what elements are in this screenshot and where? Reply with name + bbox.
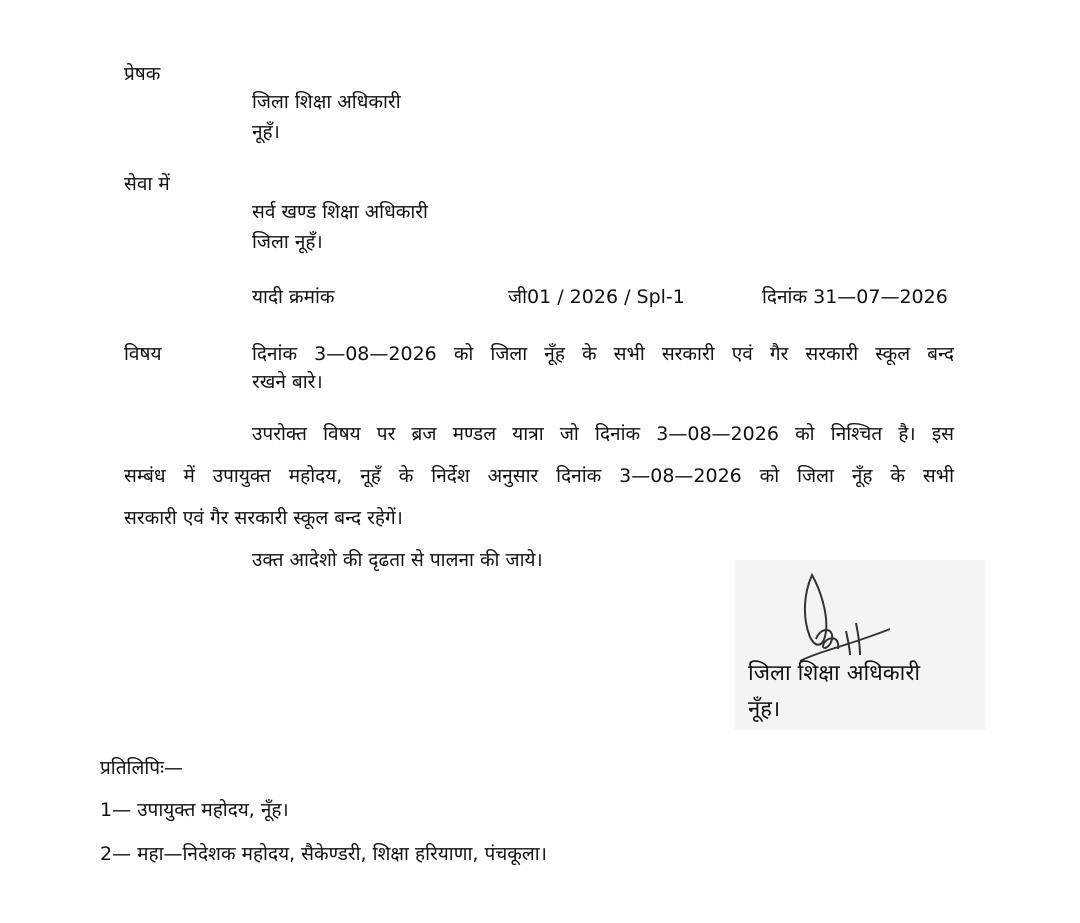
body-paragraph-line-3: सरकारी एवं गैर सरकारी स्कूल बन्द रहेगें। xyxy=(124,507,403,529)
recipient-location: जिला नूहँ। xyxy=(252,231,323,253)
sender-label: प्रेषक xyxy=(124,63,161,85)
subject-label: विषय xyxy=(124,343,162,365)
sender-designation: जिला शिक्षा अधिकारी xyxy=(252,91,401,113)
reference-number: जी01 / 2026 / Spl-1 xyxy=(508,286,685,308)
subject-line-1: दिनांक 3—08—2026 को जिला नूँह के सभी सरकारी एवं गैर सरकारी स्कूल बन्द xyxy=(252,343,954,365)
body-instruction: उक्त आदेशो की दृढता से पालना की जाये। xyxy=(252,549,543,571)
body-paragraph-line-2: सम्बंध में उपायुक्त महोदय, नूहँ के निर्देश अनुसार दिनांक 3—08—2026 को जिला नूँह के सभी xyxy=(124,465,954,487)
reference-label: यादी क्रमांक xyxy=(252,286,335,308)
body-paragraph-line-1: उपरोक्त विषय पर ब्रज मण्डल यात्रा जो दिनांक 3—08—2026 को निश्चित है। इस xyxy=(252,423,954,445)
recipient-designation: सर्व खण्ड शिक्षा अधिकारी xyxy=(252,201,428,223)
signature-mark xyxy=(790,565,900,665)
signatory-location: नूँह। xyxy=(748,697,781,722)
signatory-designation: जिला शिक्षा अधिकारी xyxy=(748,661,921,686)
reference-date: दिनांक 31—07—2026 xyxy=(762,286,948,308)
copy-item-1: 1— उपायुक्त महोदय, नूँह। xyxy=(100,799,289,821)
recipient-label: सेवा में xyxy=(124,173,170,195)
subject-line-2: रखने बारे। xyxy=(252,371,323,393)
copy-label: प्रतिलिपिः— xyxy=(100,757,183,779)
sender-location: नूहँ। xyxy=(252,121,280,143)
copy-item-2: 2— महा—निदेशक महोदय, सैकेण्डरी, शिक्षा हरियाणा, पंचकूला। xyxy=(100,843,547,865)
